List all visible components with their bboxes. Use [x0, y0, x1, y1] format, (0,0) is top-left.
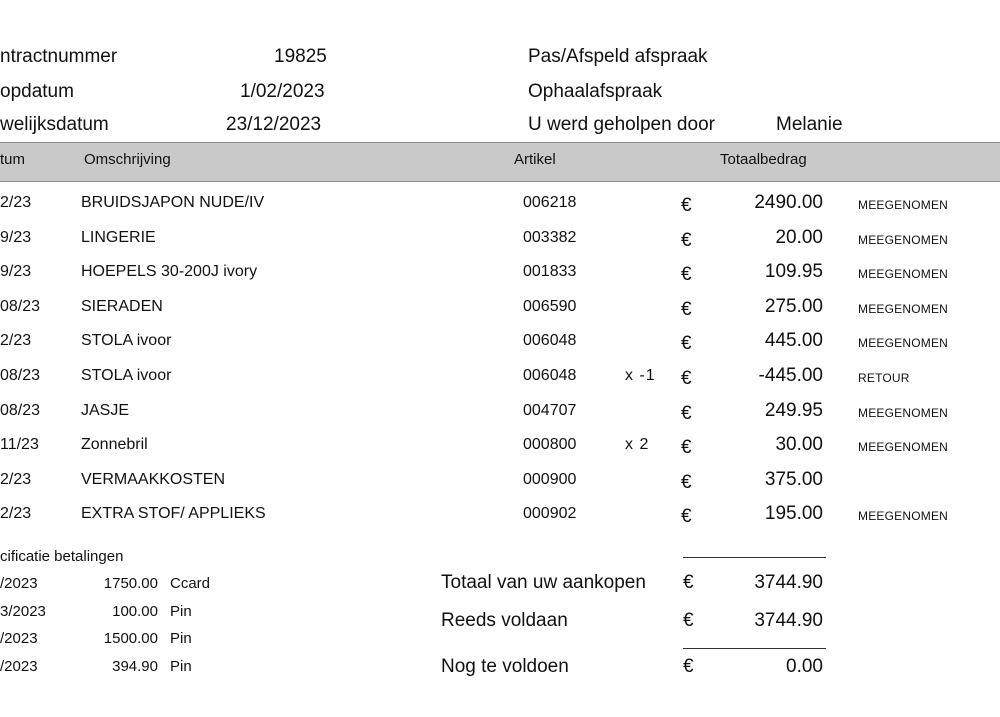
- payment-amount: 1750.00: [103, 575, 158, 592]
- item-date: 08/23: [0, 401, 41, 419]
- item-description: EXTRA STOF/ APPLIEKS: [81, 505, 266, 523]
- item-description: SIERADEN: [81, 297, 163, 315]
- item-article: 000900: [523, 470, 577, 488]
- item-date: 2/23: [0, 332, 32, 350]
- purchase-date-label: opdatum: [0, 81, 74, 102]
- payment-method: Ccard: [170, 575, 211, 592]
- total-currency: €: [683, 572, 694, 593]
- total-purchases-value: 3744.90: [754, 572, 823, 593]
- contract-number-label: ntractnummer: [0, 46, 118, 67]
- item-description: STOLA ivoor: [81, 332, 172, 350]
- wedding-date-label: welijksdatum: [0, 114, 109, 135]
- item-article: 003382: [523, 228, 577, 246]
- item-description: VERMAAKKOSTEN: [81, 470, 226, 488]
- item-row: [0, 360, 1000, 394]
- item-article: 004707: [523, 401, 577, 419]
- item-amount: 2490.00: [754, 192, 823, 213]
- item-status: MEEGENOMEN: [858, 336, 949, 351]
- item-date: 08/23: [0, 367, 41, 384]
- item-amount: 375.00: [764, 468, 823, 490]
- item-quantity: x -1: [625, 367, 656, 384]
- wedding-date-value: 23/12/2023: [226, 114, 322, 135]
- item-currency: €: [681, 471, 692, 493]
- item-date: 2/23: [0, 194, 32, 211]
- item-amount: 275.00: [764, 295, 823, 317]
- paid-currency: €: [683, 610, 694, 631]
- item-status: MEEGENOMEN: [858, 509, 949, 524]
- item-currency: €: [681, 264, 692, 286]
- payment-method: Pin: [170, 657, 192, 675]
- item-currency: €: [681, 333, 692, 355]
- item-status: MEEGENOMEN: [858, 267, 949, 282]
- item-row: [0, 498, 1000, 532]
- item-description: STOLA ivoor: [81, 367, 172, 384]
- payment-date: 3/2023: [0, 602, 46, 620]
- item-article: 006048: [523, 367, 577, 384]
- item-currency: €: [681, 402, 692, 424]
- item-status: RETOUR: [858, 371, 910, 385]
- pickup-appointment-label: Ophaalafspraak: [528, 81, 663, 102]
- item-description: JASJE: [81, 401, 130, 419]
- item-date: 08/23: [0, 297, 41, 315]
- payments-title: cificatie betalingen: [0, 548, 124, 565]
- column-description: Omschrijving: [84, 151, 171, 168]
- helped-by-value: Melanie: [776, 114, 843, 135]
- already-paid-value: 3744.90: [754, 610, 823, 631]
- payment-date: /2023: [0, 575, 38, 592]
- item-currency: €: [681, 195, 692, 216]
- item-row: [0, 429, 1000, 463]
- item-date: 9/23: [0, 228, 32, 246]
- item-amount: 30.00: [775, 434, 823, 456]
- item-amount: -445.00: [758, 365, 823, 386]
- item-currency: €: [681, 506, 692, 528]
- item-row: [0, 187, 1000, 221]
- item-amount: 445.00: [764, 330, 823, 352]
- item-description: Zonnebril: [81, 436, 148, 454]
- item-date: 9/23: [0, 263, 32, 281]
- item-article: 001833: [523, 263, 577, 281]
- purchase-date-value: 1/02/2023: [240, 81, 325, 102]
- amount-due-label: Nog te voldoen: [441, 656, 569, 677]
- totals-top-rule: [683, 557, 826, 558]
- totals-bottom-rule: [683, 648, 826, 649]
- item-status: MEEGENOMEN: [858, 440, 949, 455]
- item-row: [0, 325, 1000, 359]
- item-article: 006218: [523, 194, 577, 211]
- item-amount: 109.95: [764, 261, 823, 283]
- item-currency: €: [681, 437, 692, 459]
- item-amount: 195.00: [764, 503, 823, 525]
- item-row: [0, 256, 1000, 290]
- payment-method: Pin: [170, 602, 192, 620]
- due-currency: €: [683, 656, 694, 677]
- item-article: 006590: [523, 297, 577, 315]
- payment-amount: 1500.00: [103, 630, 158, 647]
- payment-amount: 394.90: [112, 657, 158, 675]
- helped-by-label: U werd geholpen door: [528, 114, 715, 135]
- item-description: BRUIDSJAPON NUDE/IV: [81, 194, 265, 211]
- amount-due-value: 0.00: [786, 656, 823, 677]
- payment-method: Pin: [170, 630, 192, 647]
- item-description: LINGERIE: [81, 228, 156, 246]
- item-row: [0, 395, 1000, 429]
- payment-amount: 100.00: [112, 602, 158, 620]
- fitting-appointment-label: Pas/Afspeld afspraak: [528, 46, 708, 67]
- already-paid-label: Reeds voldaan: [441, 610, 568, 631]
- item-row: [0, 464, 1000, 498]
- item-quantity: x 2: [625, 436, 650, 454]
- item-date: 2/23: [0, 505, 32, 523]
- item-article: 000800: [523, 436, 577, 454]
- item-amount: 20.00: [775, 226, 823, 248]
- column-total: Totaalbedrag: [720, 151, 807, 168]
- payment-date: /2023: [0, 630, 38, 647]
- item-status: MEEGENOMEN: [858, 405, 949, 420]
- item-date: 11/23: [0, 436, 39, 454]
- item-article: 006048: [523, 332, 577, 350]
- item-currency: €: [681, 298, 692, 320]
- payment-date: /2023: [0, 657, 38, 675]
- column-date: tum: [0, 151, 26, 168]
- item-article: 000902: [523, 505, 577, 523]
- item-date: 2/23: [0, 470, 32, 488]
- column-article: Artikel: [514, 151, 556, 168]
- item-status: MEEGENOMEN: [858, 232, 949, 247]
- item-description: HOEPELS 30-200J ivory: [81, 263, 258, 281]
- item-amount: 249.95: [764, 399, 823, 421]
- item-status: MEEGENOMEN: [858, 198, 949, 212]
- contract-number-value: 19825: [274, 46, 327, 67]
- item-row: [0, 222, 1000, 256]
- item-row: [0, 291, 1000, 325]
- total-purchases-label: Totaal van uw aankopen: [441, 572, 646, 593]
- item-status: MEEGENOMEN: [858, 301, 949, 316]
- item-currency: €: [681, 368, 692, 389]
- item-currency: €: [681, 229, 692, 251]
